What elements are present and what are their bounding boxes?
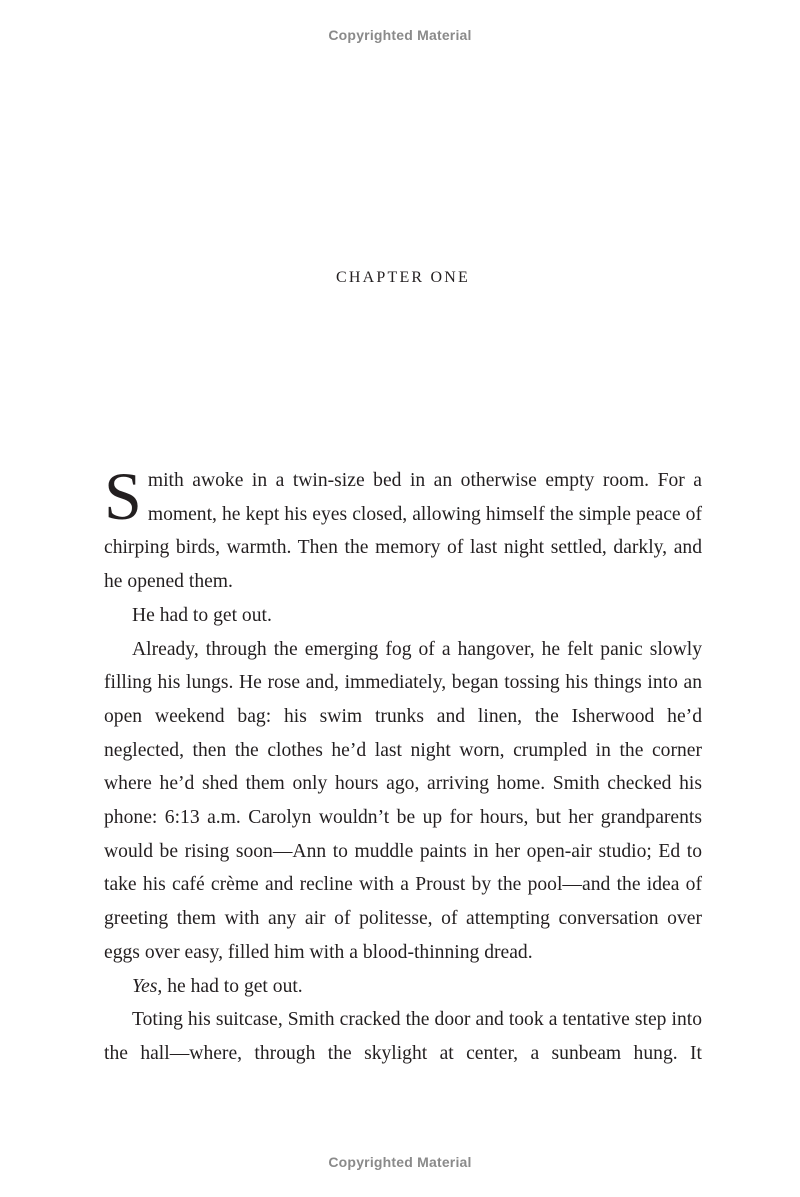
- chapter-heading: CHAPTER ONE: [336, 269, 470, 286]
- paragraph-5: Toting his suitcase, Smith cracked the door and took a tentative step into the hall—where, through the skylight at center, a sunbeam hung. It: [104, 1009, 702, 1064]
- paragraph-4-text: , he had to get out.: [157, 975, 303, 997]
- copyright-watermark-top: Copyrighted Material: [328, 27, 472, 43]
- paragraph-1: [104, 458, 702, 599]
- paragraph-2: He had to get out.: [132, 604, 272, 626]
- copyright-watermark-bottom: Copyrighted Material: [328, 1154, 472, 1170]
- paragraph-4-italic: Yes: [132, 975, 158, 997]
- drop-cap: S: [104, 458, 142, 534]
- paragraph-3: Already, through the emerging fog of a hangover, he felt panic slowly filling his lungs. He rose and, immediately, began tossing his things into an open weekend bag: his swim trunks and linen, the Isherwood he’d neglected, then the clothes he’d last night worn, crumpled in the corner where he’d shed them only hours ago, arriving home. Smith checked his phone: 6:13 a.m. Carolyn wouldn’t be up for hours, but her grandparents would be rising soon—Ann to muddle paints in her open-air studio; Ed to take his café crème and recline with a Proust by the pool—and the idea of greeting them with any air of politesse, of attempting conversation over eggs over easy, filled him with a blood-thinning dread.: [104, 638, 702, 963]
- paragraph-4: [104, 970, 702, 1004]
- chapter-body: [104, 458, 702, 1071]
- paragraph-1-text: mith awoke in a twin-size bed in an otherwise empty room. For a moment, he kept his eyes closed, allowing himself the simple peace of chirping birds, warmth. Then the memory of last night settled, darkly, and he opened them.: [104, 470, 702, 593]
